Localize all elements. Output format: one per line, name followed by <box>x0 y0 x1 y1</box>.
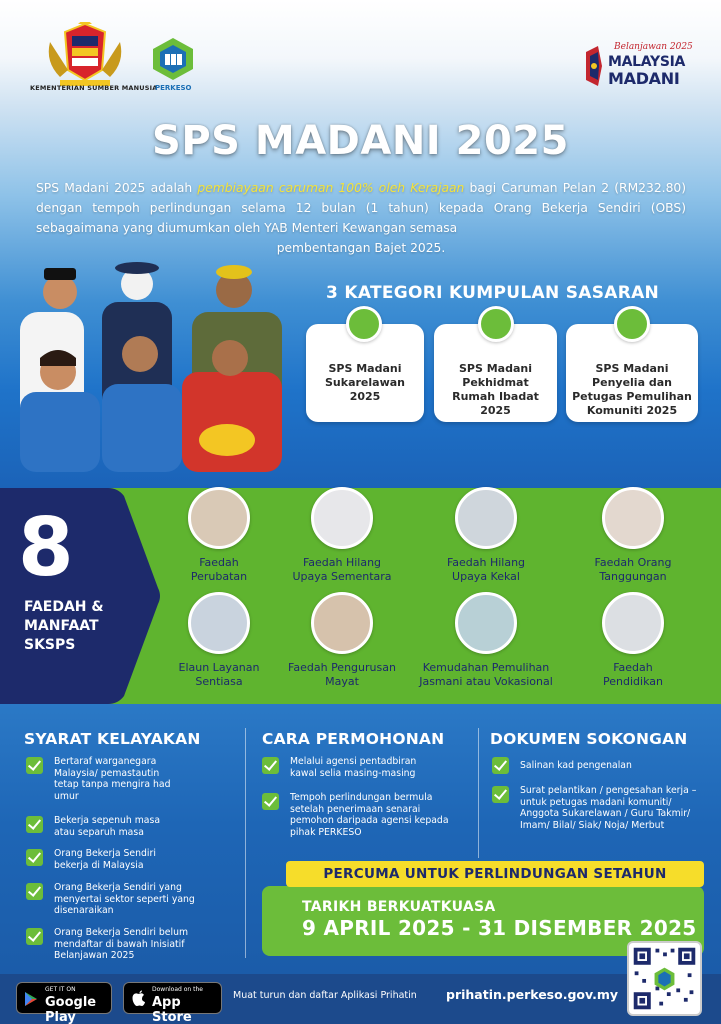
application-item: Tempoh perlindungan bermula setelah penerimaan senarai pemohon daripada agensi kepada pihak PERKESO <box>290 792 449 838</box>
download-instruction: Muat turun dan daftar Aplikasi Prihatin <box>233 990 417 1001</box>
checkmark-icon <box>26 928 43 945</box>
checkmark-icon <box>26 849 43 866</box>
perkeso-logo <box>150 36 196 82</box>
column-divider <box>478 728 479 858</box>
benefit-line2: Pendidikan <box>603 675 663 688</box>
benefit-label <box>262 556 422 584</box>
benefits-label-line1: FAEDAH & <box>24 599 104 615</box>
document-item: Salinan kad pengenalan <box>520 760 632 771</box>
benefit-line2: Mayat <box>325 675 359 688</box>
benefit-label <box>553 556 713 584</box>
benefit-label <box>262 661 422 689</box>
checkmark-icon <box>26 883 43 900</box>
eligibility-item: Bekerja sepenuh masa atau separuh masa <box>54 815 161 838</box>
eligibility-item: Orang Bekerja Sendiri bekerja di Malaysia <box>54 848 156 871</box>
app-store-button[interactable] <box>123 982 222 1024</box>
document-item: Surat pelantikan / pengesahan kerja – untuk petugas madani komuniti/ Anggota Sukarelawan / Guru Takmir/ Imam/ Bilal/ Siak/ Noja/ Merbut <box>520 785 697 831</box>
campaign-line2: MADANI <box>608 69 680 88</box>
benefits-label-line3: SKSPS <box>24 637 76 653</box>
checkmark-icon <box>492 757 509 774</box>
funeral-photo <box>311 592 373 654</box>
google-play-icon <box>24 991 39 1007</box>
benefit-line1: Faedah <box>199 556 239 569</box>
ministry-label: KEMENTERIAN SUMBER MANUSIA <box>30 84 158 92</box>
intro-text-1: SPS Madani 2025 adalah <box>36 181 198 195</box>
effective-date-range: 9 APRIL 2025 - 31 DISEMBER 2025 <box>302 916 697 940</box>
rehabilitation-photo <box>455 592 517 654</box>
category-label: SPS Madani Penyelia dan Petugas Pemulihan Komuniti 2025 <box>572 362 692 417</box>
intro-paragraph <box>36 178 686 258</box>
google-play-small: GET IT ON <box>45 986 76 993</box>
constant-attendance-photo <box>188 592 250 654</box>
benefit-line1: Faedah Pengurusan <box>288 661 396 674</box>
temporary-disability-photo <box>311 487 373 549</box>
google-play-button[interactable] <box>16 982 112 1024</box>
checkmark-icon <box>26 816 43 833</box>
column-divider <box>245 728 246 958</box>
checkmark-icon <box>492 786 509 803</box>
categories-title: 3 KATEGORI KUMPULAN SASARAN <box>326 283 660 303</box>
benefit-line2: Upaya Sementara <box>292 570 392 583</box>
qr-code[interactable] <box>627 941 702 1016</box>
eligibility-title: SYARAT KELAYAKAN <box>24 730 201 748</box>
benefit-line1: Kemudahan Pemulihan <box>422 661 550 674</box>
benefit-line2: Tanggungan <box>599 570 667 583</box>
eligibility-item: Bertaraf warganegara Malaysia/ pemastautin tetap tanpa mengira had umur <box>54 756 171 802</box>
benefit-line2: Perubatan <box>190 570 248 583</box>
campaign-script: Belanjawan 2025 <box>614 42 693 52</box>
benefit-line2: Jasmani atau Vokasional <box>419 675 553 688</box>
benefit-label <box>406 661 566 689</box>
benefit-line1: Faedah Hilang <box>302 556 382 569</box>
benefit-label <box>553 661 713 689</box>
application-title: CARA PERMOHONAN <box>262 730 445 748</box>
application-item: Melalui agensi pentadbiran kawal selia masing-masing <box>290 756 417 779</box>
education-photo <box>602 592 664 654</box>
checkmark-icon <box>262 793 279 810</box>
coat-of-arms-logo <box>40 22 130 92</box>
community-group-icon <box>614 306 650 342</box>
page-title: SPS MADANI 2025 <box>152 118 569 164</box>
perkeso-label: PERKESO <box>155 84 192 92</box>
benefit-line1: Elaun Layanan <box>178 661 260 674</box>
documents-title: DOKUMEN SOKONGAN <box>490 730 688 748</box>
google-play-label: Google Play <box>45 995 97 1024</box>
benefit-label <box>406 556 566 584</box>
checkmark-icon <box>262 757 279 774</box>
eligibility-item: Orang Bekerja Sendiri belum mendaftar di bawah Inisiatif Belanjawan 2025 <box>54 927 189 961</box>
apple-icon <box>131 990 146 1007</box>
volunteer-hands-icon <box>346 306 382 342</box>
effective-date-label: TARIKH BERKUATKUASA <box>302 899 496 915</box>
checkmark-icon <box>26 757 43 774</box>
eligibility-item: Orang Bekerja Sendiri yang menyertai sektor seperti yang disenaraikan <box>54 882 195 916</box>
free-coverage-banner: PERCUMA UNTUK PERLINDUNGAN SETAHUN <box>286 861 704 887</box>
permanent-disability-photo <box>455 487 517 549</box>
app-store-small: Download on the <box>152 986 203 993</box>
app-store-label: App Store <box>152 995 192 1024</box>
benefit-line2: Upaya Kekal <box>452 570 520 583</box>
workers-group-photo <box>12 262 302 472</box>
intro-highlight: pembiayaan caruman 100% oleh Kerajaan <box>197 181 465 195</box>
medical-photo <box>188 487 250 549</box>
benefit-line1: Faedah <box>613 661 653 674</box>
benefit-line1: Faedah Hilang <box>446 556 526 569</box>
benefits-label-line2: MANFAAT <box>24 618 99 634</box>
praying-hands-icon <box>478 306 514 342</box>
intro-text-2: bagi Caruman Pelan 2 (RM232.80) dengan tempoh perlindungan selama 12 bulan (1 tahun) kepada Orang Bekerja Sendiri (OBS) sebagaimana yang diumumkan oleh YAB Menteri Kewangan semasa <box>36 181 687 235</box>
benefit-line2: Sentiasa <box>195 675 243 688</box>
benefits-label <box>24 598 104 655</box>
dependants-photo <box>602 487 664 549</box>
campaign-line1: MALAYSIA <box>608 54 686 70</box>
category-label: SPS Madani Pekhidmat Rumah Ibadat 2025 <box>452 362 539 417</box>
website-link[interactable]: prihatin.perkeso.gov.my <box>446 987 619 1002</box>
benefits-count: 8 <box>18 501 74 594</box>
category-label: SPS Madani Sukarelawan 2025 <box>325 362 405 403</box>
intro-text-3: pembentangan Bajet 2025. <box>276 241 446 255</box>
benefit-line1: Faedah Orang <box>594 556 672 569</box>
